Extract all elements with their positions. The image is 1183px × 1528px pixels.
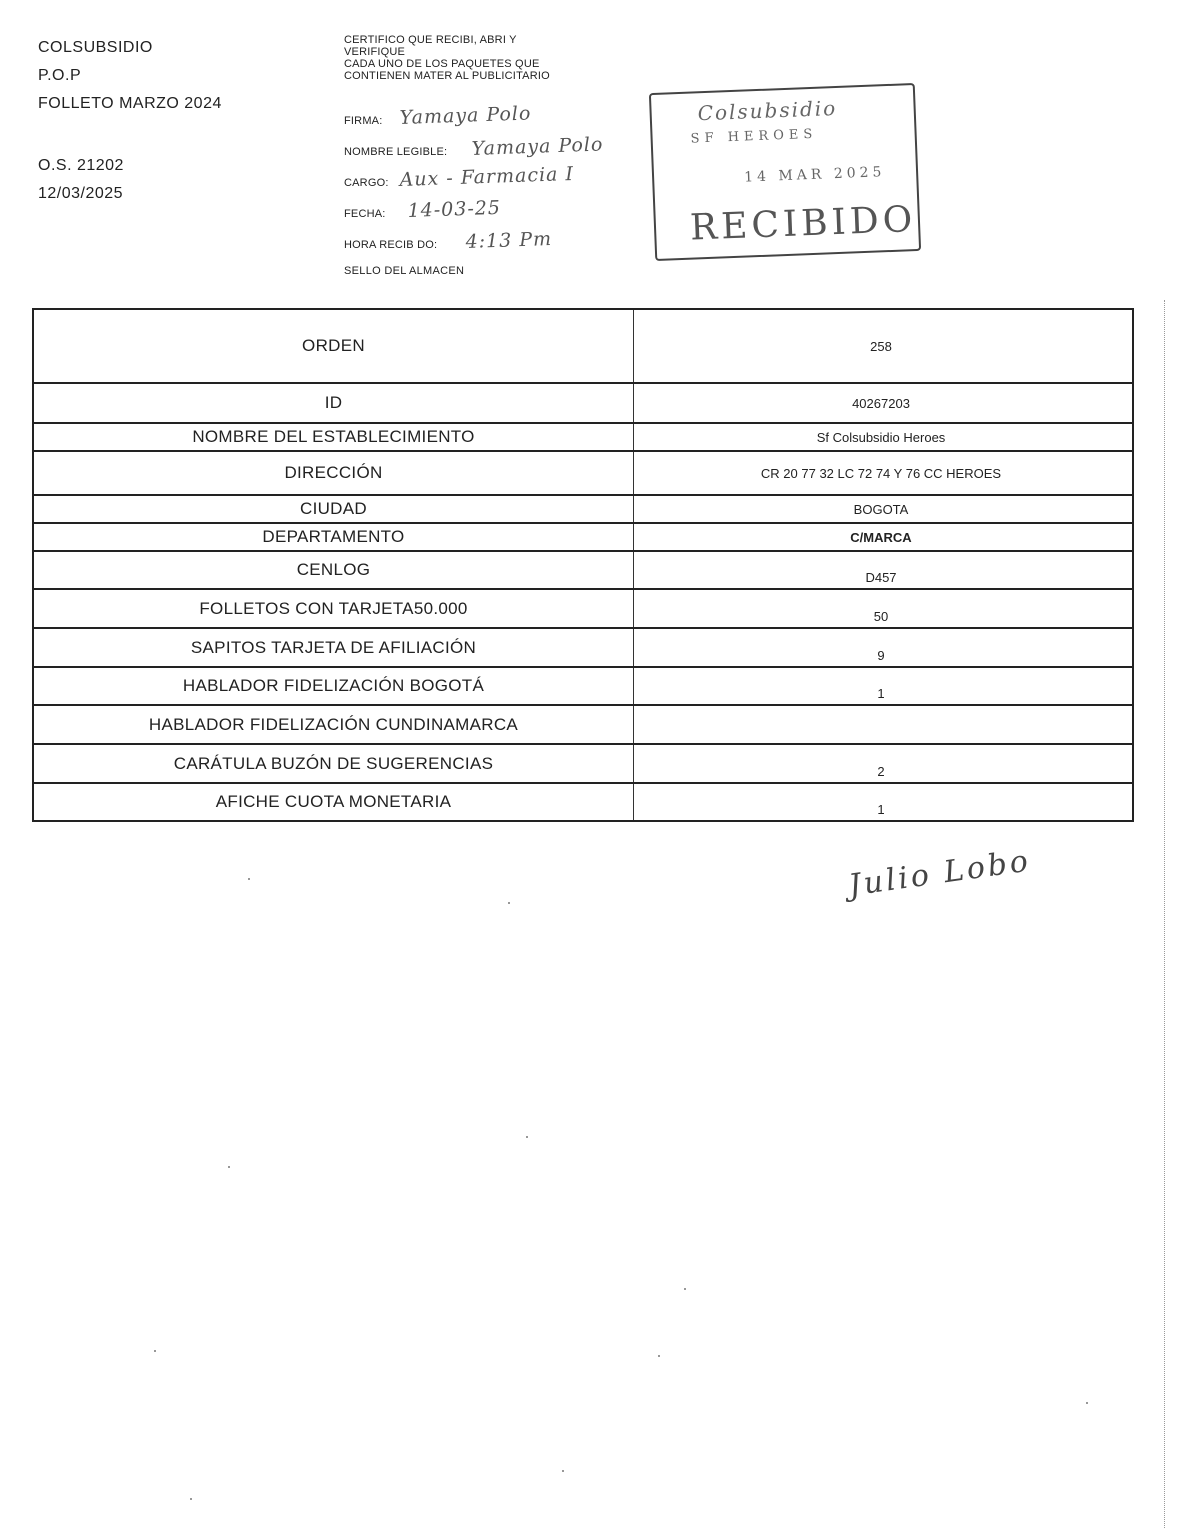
row-value bbox=[634, 706, 1128, 743]
row-value: D457 bbox=[865, 570, 897, 585]
folleto-title: FOLLETO MARZO 2024 bbox=[38, 95, 222, 112]
field-label: CARGO: bbox=[344, 177, 389, 189]
cert-line: CERTIFICO QUE RECIBI, ABRI Y bbox=[344, 34, 517, 46]
field-cargo bbox=[344, 164, 644, 195]
table-row bbox=[34, 706, 1132, 745]
row-value: 9 bbox=[877, 648, 885, 663]
received-stamp bbox=[649, 83, 921, 261]
table-row bbox=[34, 629, 1132, 668]
row-label: NOMBRE DEL ESTABLECIMIENTO bbox=[34, 424, 634, 450]
table-row bbox=[34, 784, 1132, 820]
scan-speck bbox=[526, 1136, 528, 1138]
sello-label: SELLO DEL ALMACEN bbox=[344, 265, 465, 277]
table-row bbox=[34, 552, 1132, 590]
row-value: 258 bbox=[870, 338, 892, 354]
handwritten-signature: Julio Lobo bbox=[846, 843, 1033, 904]
certification-fields bbox=[344, 102, 644, 257]
row-label: CARÁTULA BUZÓN DE SUGERENCIAS bbox=[34, 745, 634, 782]
row-label: DIRECCIÓN bbox=[34, 452, 634, 494]
field-hora bbox=[344, 226, 644, 257]
scan-speck bbox=[190, 1498, 192, 1500]
handwritten-value: 14-03-25 bbox=[407, 196, 502, 222]
table-row bbox=[34, 668, 1132, 706]
row-value: 1 bbox=[877, 686, 885, 701]
table-row bbox=[34, 745, 1132, 784]
row-value: C/MARCA bbox=[850, 529, 912, 545]
row-value: 50 bbox=[873, 609, 889, 624]
handwritten-value: Aux - Farmacia I bbox=[399, 162, 575, 191]
delivery-table bbox=[32, 308, 1134, 822]
row-value: BOGOTA bbox=[853, 501, 909, 517]
handwritten-value: Yamaya Polo bbox=[471, 133, 604, 160]
table-row bbox=[34, 496, 1132, 524]
field-label: FECHA: bbox=[344, 208, 386, 220]
stamp-line: Colsubsidio bbox=[697, 95, 838, 126]
table-row bbox=[34, 384, 1132, 424]
scan-speck bbox=[508, 902, 510, 904]
stamp-line: SF HEROES bbox=[690, 126, 818, 147]
row-label: DEPARTAMENTO bbox=[34, 524, 634, 550]
cert-line: CADA UNO DE LOS PAQUETES QUE bbox=[344, 58, 540, 70]
table-row bbox=[34, 524, 1132, 552]
field-nombre bbox=[344, 133, 644, 164]
table-row bbox=[34, 452, 1132, 496]
service-order: O.S. 21202 bbox=[38, 157, 124, 174]
header-block bbox=[38, 34, 222, 208]
org-name: COLSUBSIDIO bbox=[38, 39, 153, 56]
stamp-received-text: RECIBIDO bbox=[689, 199, 917, 249]
scan-speck bbox=[684, 1288, 686, 1290]
table-row bbox=[34, 590, 1132, 629]
table-row bbox=[34, 310, 1132, 384]
row-value: 2 bbox=[877, 764, 885, 779]
doc-type: P.O.P bbox=[38, 67, 82, 84]
row-label: FOLLETOS CON TARJETA50.000 bbox=[34, 590, 634, 627]
scan-speck bbox=[154, 1350, 156, 1352]
header-date: 12/03/2025 bbox=[38, 185, 124, 202]
row-value: Sf Colsubsidio Heroes bbox=[816, 429, 946, 445]
handwritten-value: 4:13 Pm bbox=[465, 227, 553, 253]
row-value: CR 20 77 32 LC 72 74 Y 76 CC HEROES bbox=[760, 465, 1002, 481]
scan-speck bbox=[248, 878, 250, 880]
certification-text bbox=[344, 34, 614, 82]
scan-speck bbox=[562, 1470, 564, 1472]
field-label: HORA RECIB DO: bbox=[344, 239, 438, 251]
field-firma bbox=[344, 102, 644, 133]
scan-edge-line bbox=[1164, 300, 1166, 1528]
scan-speck bbox=[658, 1355, 660, 1357]
row-label: SAPITOS TARJETA DE AFILIACIÓN bbox=[34, 629, 634, 666]
cert-line: CONTIENEN MATER AL PUBLICITARIO bbox=[344, 70, 550, 82]
row-value: 1 bbox=[877, 802, 885, 817]
field-label: FIRMA: bbox=[344, 115, 383, 127]
cert-line: VERIFIQUE bbox=[344, 46, 406, 58]
row-label: HABLADOR FIDELIZACIÓN BOGOTÁ bbox=[34, 668, 634, 704]
row-label: ID bbox=[34, 384, 634, 422]
table-row bbox=[34, 424, 1132, 452]
field-fecha bbox=[344, 195, 644, 226]
row-label: AFICHE CUOTA MONETARIA bbox=[34, 784, 634, 820]
stamp-line: 14 MAR 2025 bbox=[743, 164, 886, 186]
row-label: CIUDAD bbox=[34, 496, 634, 522]
field-label: NOMBRE LEGIBLE: bbox=[344, 146, 448, 158]
scan-speck bbox=[228, 1166, 230, 1168]
row-label: CENLOG bbox=[34, 552, 634, 588]
row-label: ORDEN bbox=[34, 310, 634, 382]
row-label: HABLADOR FIDELIZACIÓN CUNDINAMARCA bbox=[34, 706, 634, 743]
handwritten-value: Yamaya Polo bbox=[399, 102, 532, 129]
scan-speck bbox=[1086, 1402, 1088, 1404]
row-value: 40267203 bbox=[852, 395, 910, 411]
